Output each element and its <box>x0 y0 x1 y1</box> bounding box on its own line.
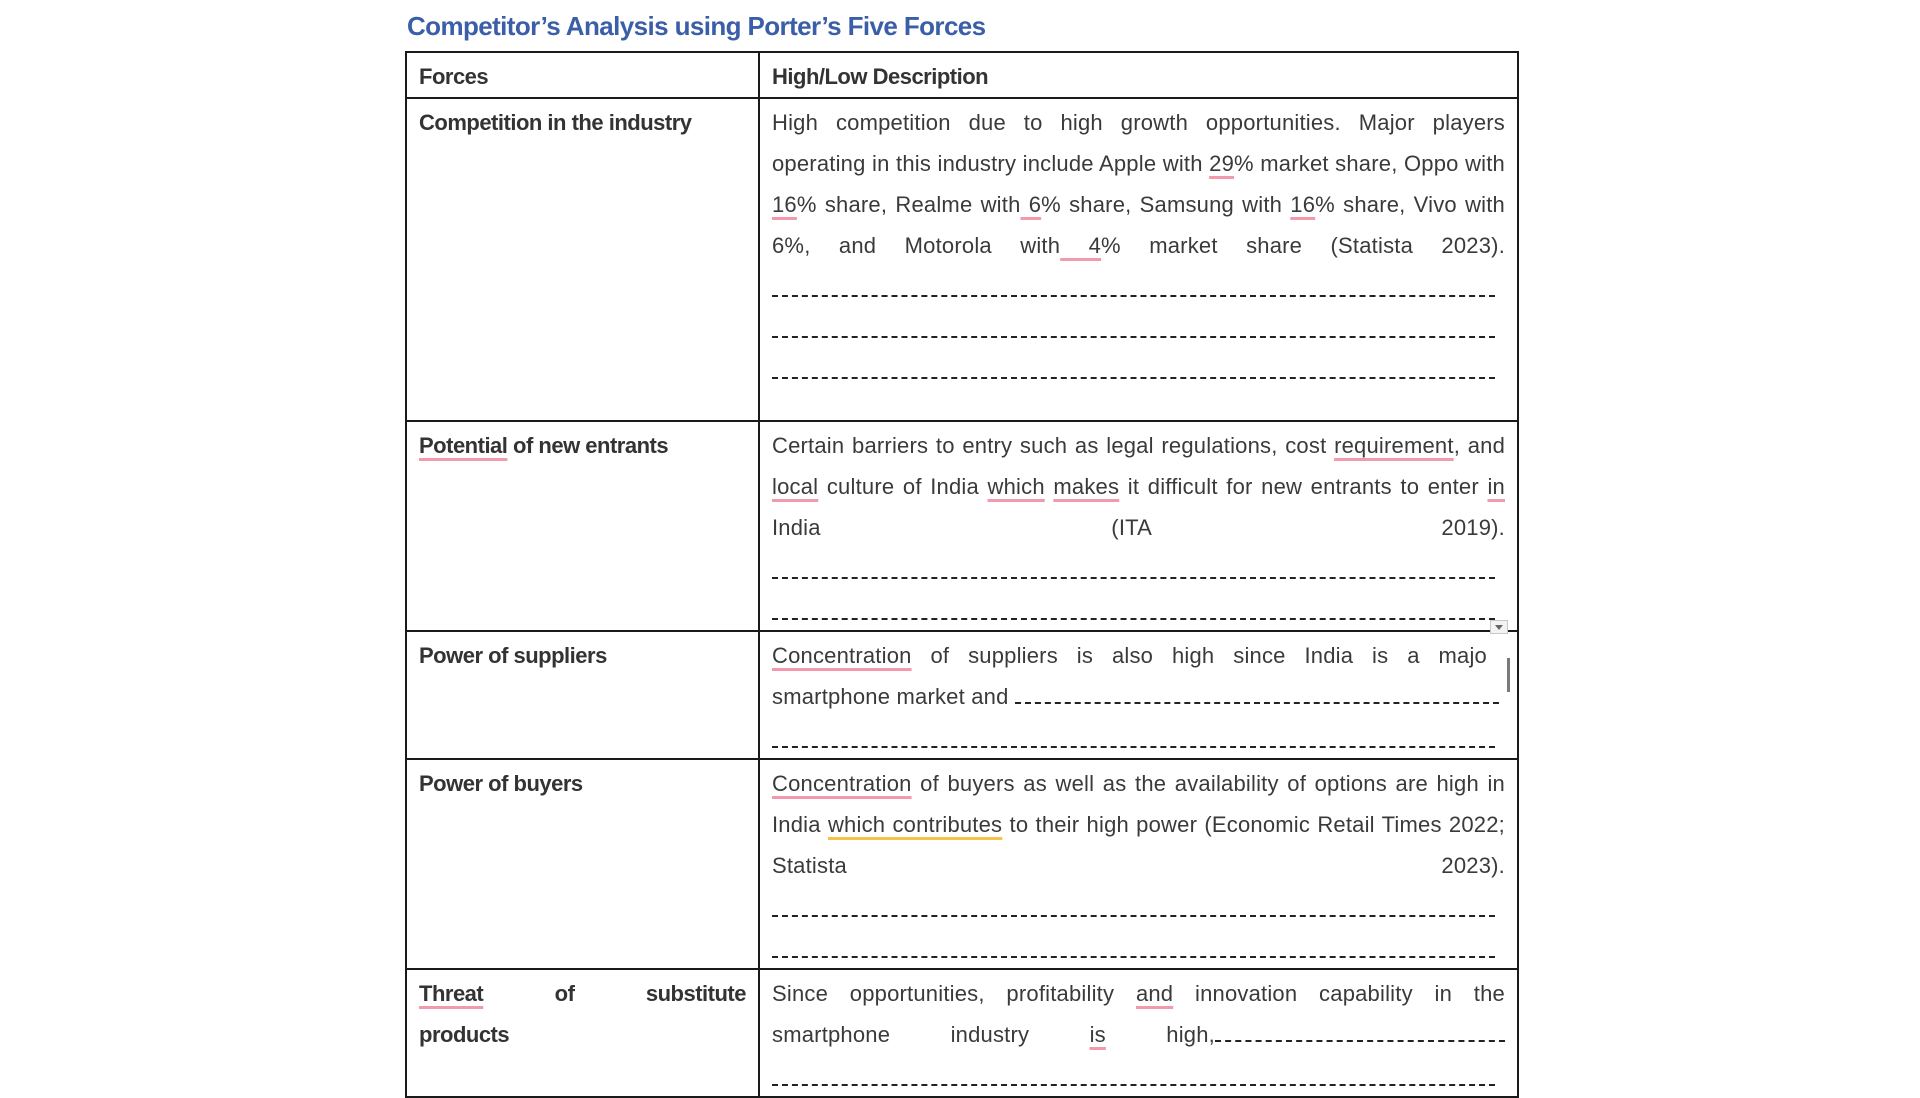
fill-in-blank-line[interactable] <box>772 717 1505 758</box>
text-run: % share, Vivo with 6%, and Motorola with <box>772 192 1505 258</box>
text-run: , and <box>1453 433 1506 458</box>
spelling-flag[interactable]: 6 <box>1020 192 1042 217</box>
force-label-line2: products <box>419 1022 510 1047</box>
description-text <box>772 102 1505 266</box>
text-run: % market share, Oppo with <box>1234 151 1505 176</box>
document-title: Competitor’s Analysis using Porter’s Five Forces <box>407 11 986 41</box>
header-forces[interactable] <box>406 52 759 98</box>
chevron-down-icon[interactable] <box>1490 620 1508 634</box>
fill-in-blank-line[interactable] <box>772 266 1505 307</box>
force-label <box>419 973 746 1014</box>
force-cell[interactable] <box>406 421 759 631</box>
fill-in-blank-line[interactable] <box>772 886 1505 927</box>
description-text <box>772 973 1505 1055</box>
text-run: smartphone market and <box>772 684 1015 709</box>
text-run: culture of India <box>818 474 988 499</box>
spelling-flag[interactable]: makes <box>1053 474 1120 499</box>
spelling-flag[interactable]: 16 <box>772 192 797 217</box>
text-run: of <box>554 981 575 1006</box>
text-cursor <box>1507 658 1510 692</box>
text-run: % share, Samsung with <box>1041 192 1291 217</box>
spelling-flag[interactable]: 29 <box>1209 151 1235 176</box>
table-header-row <box>406 52 1518 98</box>
force-label <box>419 433 668 458</box>
description-text <box>772 425 1505 548</box>
spelling-flag[interactable]: Threat <box>419 981 484 1006</box>
force-cell[interactable] <box>406 759 759 969</box>
fill-in-blank-line[interactable] <box>772 589 1505 630</box>
description-text <box>772 635 1505 676</box>
description-cell[interactable] <box>759 421 1518 631</box>
force-label: Competition in the industry <box>419 110 692 135</box>
text-run: high, <box>1105 1022 1215 1047</box>
text-run: % share, Realme with <box>796 192 1021 217</box>
description-cell[interactable] <box>759 631 1518 759</box>
force-label: Power of buyers <box>419 771 583 796</box>
spelling-flag[interactable]: Concentration <box>772 771 912 796</box>
spelling-flag[interactable]: Potential <box>419 433 508 458</box>
fill-in-blank-inline[interactable] <box>1015 678 1499 704</box>
fill-in-blank-line[interactable] <box>772 927 1505 968</box>
spelling-flag[interactable]: 4 <box>1060 233 1102 258</box>
table-row <box>406 421 1518 631</box>
force-cell[interactable] <box>406 969 759 1097</box>
porters-five-forces-table <box>405 51 1519 1098</box>
grammar-flag[interactable]: which contributes <box>827 812 1003 837</box>
text-run: of buyers as well as the availability of options are high in India <box>772 771 1505 837</box>
spelling-flag[interactable]: local <box>772 474 819 499</box>
description-text <box>772 763 1505 886</box>
description-text-line2 <box>772 676 1505 717</box>
fill-in-blank-line[interactable] <box>772 1055 1505 1096</box>
text-run: to their high power (Economic Retail Times 2022; Statista 2023). <box>772 812 1505 878</box>
spelling-flag[interactable]: is <box>1089 1022 1106 1047</box>
text-run: it difficult for new entrants to enter <box>1119 474 1488 499</box>
fill-in-blank-line[interactable] <box>772 348 1505 389</box>
text-run: innovation capability in the smartphone industry <box>772 981 1505 1047</box>
header-description-label: High/Low Description <box>772 64 989 89</box>
spelling-flag[interactable]: which <box>987 474 1045 499</box>
text-run: Since opportunities, profitability <box>772 981 1136 1006</box>
text-run: % market share (Statista 2023). <box>1101 233 1506 258</box>
text-run: of suppliers is also high since India is a majo <box>911 643 1487 668</box>
table-row <box>406 631 1518 759</box>
force-cell[interactable] <box>406 631 759 759</box>
fill-in-blank-line[interactable] <box>772 548 1505 589</box>
description-cell[interactable] <box>759 98 1518 421</box>
description-cell[interactable] <box>759 969 1518 1097</box>
text-run: India (ITA 2019). <box>772 515 1505 540</box>
text-run: Certain barriers to entry such as legal regulations, cost <box>772 433 1335 458</box>
table-row <box>406 759 1518 969</box>
force-cell[interactable] <box>406 98 759 421</box>
spelling-flag[interactable]: and <box>1135 981 1174 1006</box>
header-description[interactable] <box>759 52 1518 98</box>
spelling-flag[interactable]: Concentration <box>772 643 912 668</box>
spelling-flag[interactable]: requirement <box>1334 433 1454 458</box>
text-run: substitute <box>645 981 746 1006</box>
spelling-flag[interactable]: 16 <box>1290 192 1316 217</box>
description-cell[interactable] <box>759 759 1518 969</box>
table-row <box>406 969 1518 1097</box>
header-forces-label: Forces <box>419 64 489 89</box>
force-label: Power of suppliers <box>419 643 607 668</box>
spelling-flag[interactable]: in <box>1487 474 1505 499</box>
fill-in-blank-inline[interactable] <box>1215 1016 1505 1042</box>
table-row <box>406 98 1518 421</box>
text-run: High competition due to high growth opportunities. Major players operating in this industry include Apple with <box>772 110 1505 176</box>
fill-in-blank-line[interactable] <box>772 307 1505 348</box>
text-run: of new entrants <box>507 433 669 458</box>
